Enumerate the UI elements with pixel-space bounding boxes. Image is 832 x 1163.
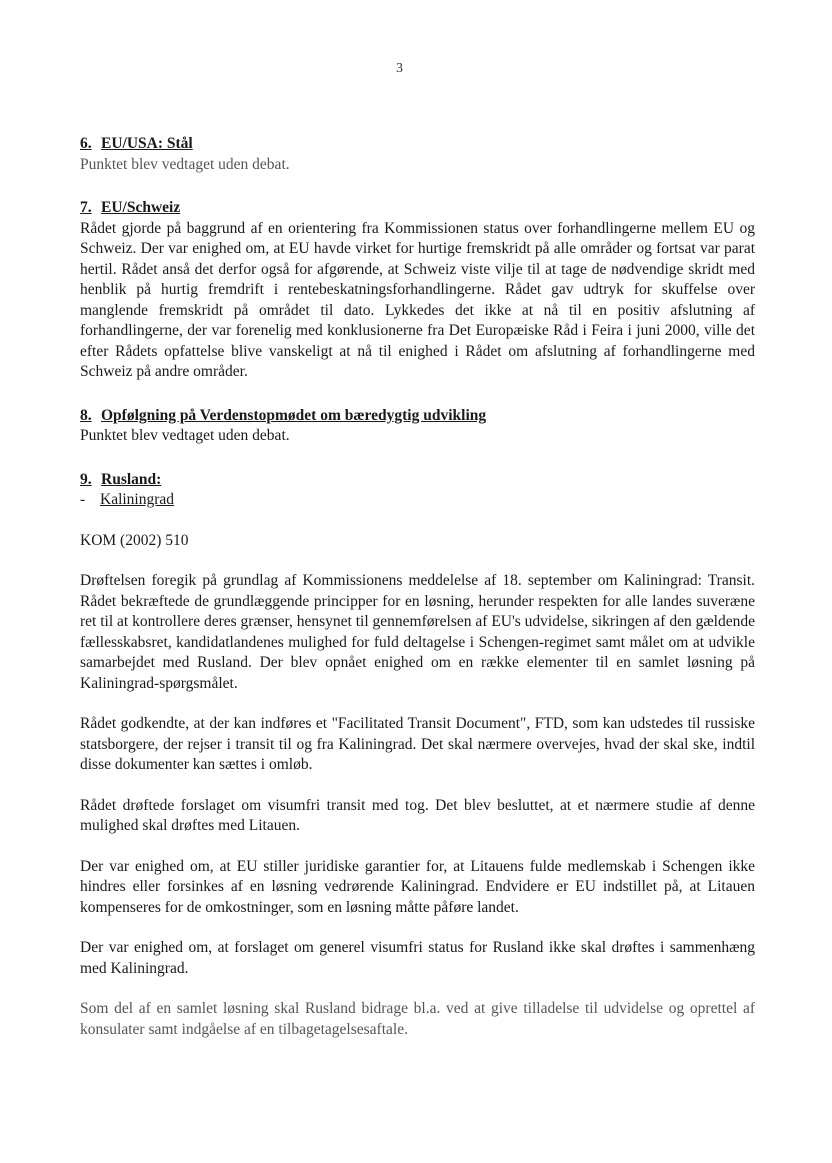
document-body (80, 134, 755, 1063)
section-body: Punktet blev vedtaget uden debat. (80, 155, 290, 173)
section-number: 8. (80, 406, 92, 424)
section-6 (80, 134, 755, 175)
page-number: 3 (396, 61, 403, 76)
section-8 (80, 406, 755, 447)
section-heading (80, 470, 755, 491)
paragraph: Rådet godkendte, at der kan indføres et "Facilitated Transit Document", FTD, som kan udstedes til russiske statsborgere, der rejser i transit til og fra Kaliningrad. Det skal nærmere overvejes, hvad der skal ske, indtil disse dokumenter kan sættes i omløb. (80, 715, 755, 773)
sub-item (80, 490, 755, 511)
section-number: 6. (80, 135, 92, 152)
spacer (80, 511, 755, 531)
section-title: EU/USA: Stål (101, 135, 193, 152)
section-9 (80, 470, 755, 1041)
paragraph: Der var enighed om, at forslaget om generel visumfri status for Rusland ikke skal drøftes i sammenhæng med Kaliningrad. (80, 939, 755, 977)
section-heading (80, 406, 755, 427)
paragraph: Der var enighed om, at EU stiller juridiske garantier for, at Litauens fulde medlemskab i Schengen ikke hindres eller forsinkes af en løsning vedrørende Kaliningrad. Endvidere er EU indstillet på, at Litauen kompenseres for de omkostninger, som en løsning måtte påføre landet. (80, 857, 755, 916)
sub-item-dash: - (80, 491, 86, 508)
reference: KOM (2002) 510 (80, 531, 189, 549)
section-7 (80, 198, 755, 383)
paragraph: Rådet drøftede forslaget om visumfri transit med tog. Det blev besluttet, at et nærmere studie af denne mulighed skal drøftes med Litauen. (80, 796, 755, 834)
section-title: Opfølgning på Verdenstopmødet om bæredygtig udvikling (101, 406, 487, 424)
paragraph: Drøftelsen foregik på grundlag af Kommissionens meddelelse af 18. september om Kaliningrad: Transit. Rådet bekræftede de grundlæggende principper for en løsning, herunder respekten for alle landes suveræne ret til at kontrollere deres grænser, hensynet til gennemførelsen af EU's udvidelse, sikringen af den gældende fællesskabsret, kandidatlandenes mulighed for fuld deltagelse i Schengen-regimet samt målet om at udvikle samarbejdet med Rusland. Der blev opnået enighed om en række elementer til en samlet løsning på Kaliningrad-spørgsmålet. (80, 572, 755, 692)
section-number: 7. (80, 199, 92, 216)
section-body: Punktet blev vedtaget uden debat. (80, 427, 290, 444)
spacer (80, 551, 755, 571)
section-title: Rusland: (101, 470, 162, 488)
paragraph: Som del af en samlet løsning skal Rusland bidrage bl.a. ved at give tilladelse til udvidelse og oprettel af konsulater samt indgåelse af en tilbagetagelsesaftale. (80, 1000, 755, 1038)
section-heading (80, 198, 755, 219)
sub-item-label: Kaliningrad (100, 491, 175, 508)
section-number: 9. (80, 470, 92, 488)
section-body: Rådet gjorde på baggrund af en orientering fra Kommissionen status over forhandlingerne mellem EU og Schweiz. Der var enighed om, at EU havde virket for hurtige fremskridt på alle områder og fortsat var parat hertil. Rådet anså det derfor også for afgørende, at Schweiz viste vilje til at tage de nødvendige skridt med henblik på hurtig fremdrift i rentebeskatningsforhandlingerne. Rådet gav udtryk for skuffelse over manglende fremskridt på området til dato. Lykkedes det ikke at nå til en positiv afslutning af forhandlingerne, der var forenelig med konklusionerne fra Det Europæiske Råd i Feira i juni 2000, ville det efter Rådets opfattelse blive vanskeligt at nå til enighed i Rådet om afslutning af forhandlingerne med Schweiz på andre områder. (80, 219, 755, 380)
section-heading (80, 134, 755, 155)
section-title: EU/Schweiz (101, 199, 181, 216)
